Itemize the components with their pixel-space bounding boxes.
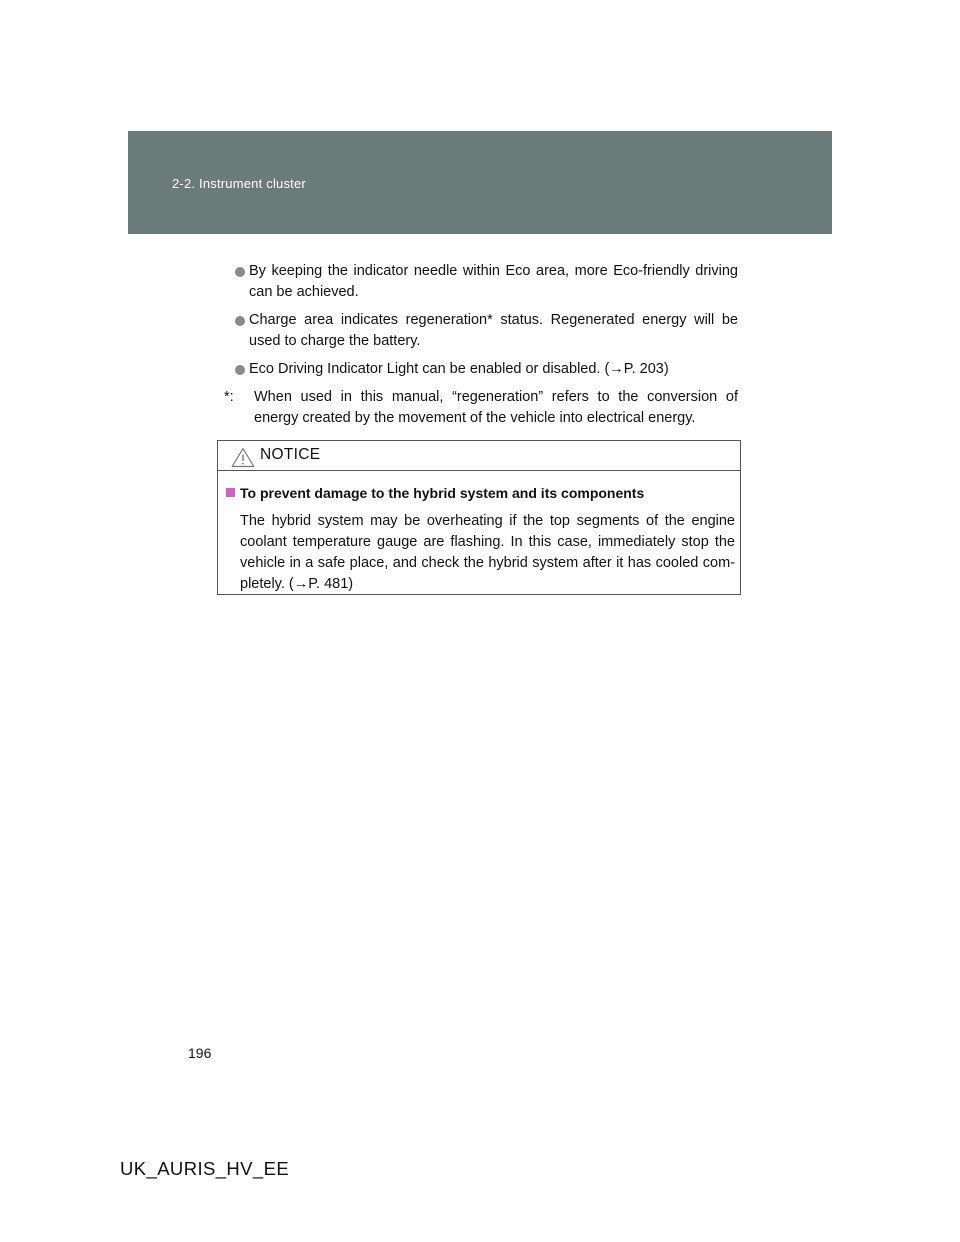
section-title: 2-2. Instrument cluster [172,176,306,191]
bullet-dot-icon [235,365,245,375]
notice-heading [226,483,735,504]
bullet-text: By keeping the indicator needle within Eco area, more Eco-friendly driving can be achieved. [249,263,738,300]
notice-heading-text: To prevent damage to the hybrid system and its components [240,485,645,501]
bullet-item-charge-area [232,310,738,352]
footnote-text: When used in this manual, “regeneration” refers to the conversion of energy created by the movement of the vehicle into electrical energy. [254,389,738,426]
bullet-dot-icon [235,267,245,277]
bullet-text: Charge area indicates regeneration* status. Regenerated energy will be used to charge the battery. [249,312,738,349]
bullet-dot-icon [235,316,245,326]
notice-body [218,471,740,595]
footnote [224,387,738,429]
notice-header [218,441,740,471]
footnote-mark: *: [224,389,234,405]
page-number: 196 [188,1045,212,1061]
notice-title: NOTICE [260,446,321,463]
document-code: UK_AURIS_HV_EE [120,1158,290,1179]
square-bullet-icon [226,488,235,497]
bullet-text: Eco Driving Indicator Light can be enabled or disabled. (→P. 203) [249,361,669,377]
bullet-item-indicator-light [232,359,738,380]
notice-box [217,440,741,595]
warning-triangle-icon [231,447,255,468]
main-content [224,261,738,429]
notice-text: The hybrid system may be overheating if the top segments of the engine coolant temperature gauge are flashing. In this case, immediately stop the vehicle in a safe place, and check the hybrid system after it has cooled completely. (→P. 481) [240,513,735,592]
bullet-item-eco-area [232,261,738,303]
